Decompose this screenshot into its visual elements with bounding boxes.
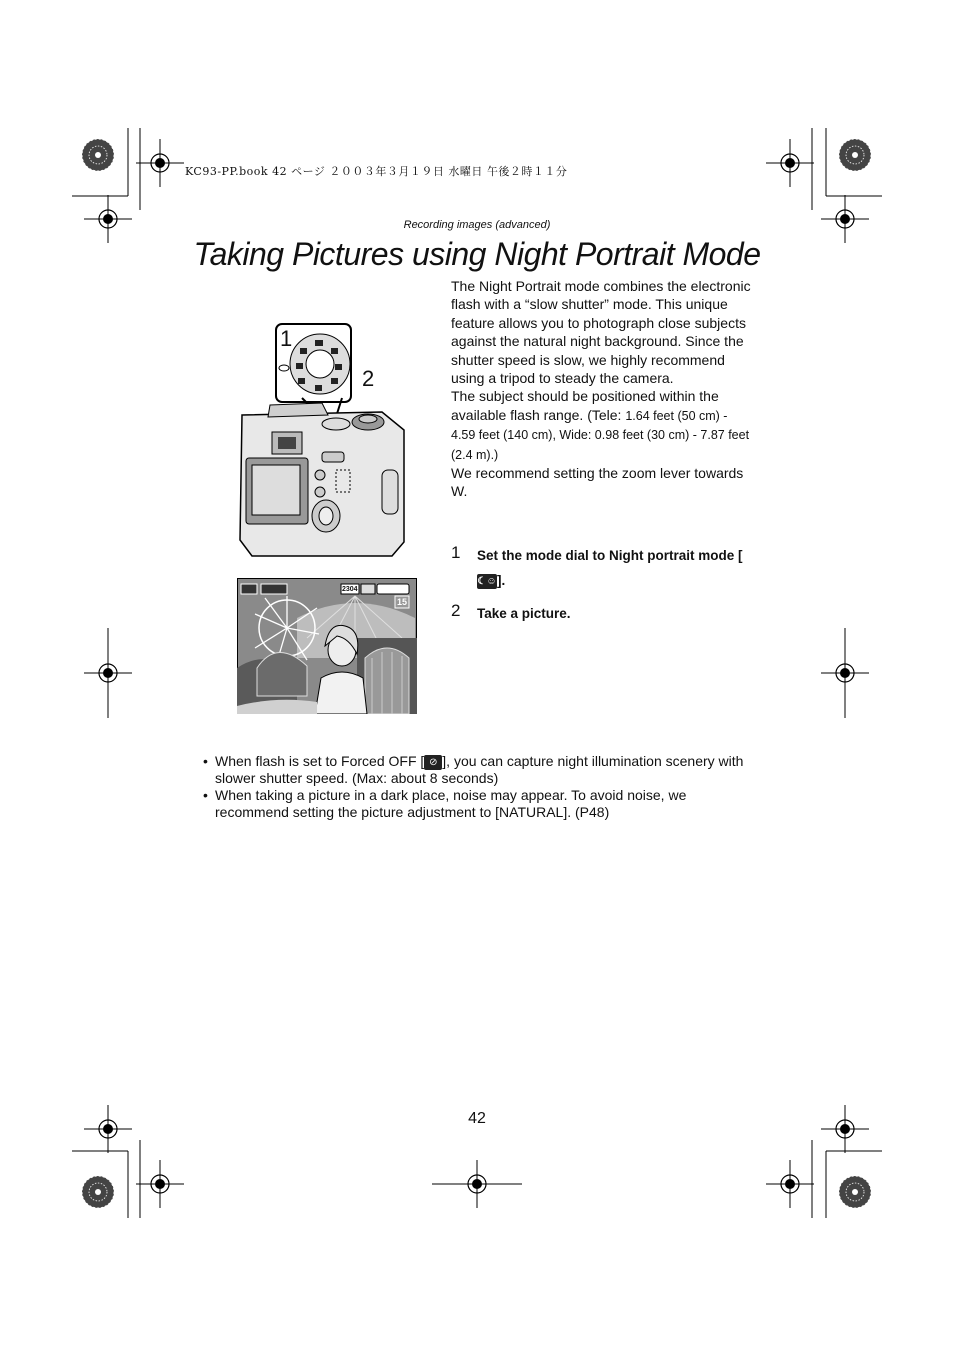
note-item: [203, 753, 763, 786]
bullet: •: [203, 787, 208, 804]
step-2-text: Take a picture.: [477, 606, 571, 621]
flash-range-lead: The subject should be positioned within the available flash range. (Tele:: [451, 388, 719, 423]
callout-1: 1: [280, 326, 293, 351]
step-1: [451, 543, 751, 593]
callout-2: 2: [362, 366, 375, 391]
intro-paragraph-2: [451, 387, 751, 464]
note-2-text: When taking a picture in a dark place, noise may appear. To avoid noise, we recommend setting the picture adjustment to [NATURAL]. (P48): [215, 787, 687, 820]
note-item: [203, 787, 763, 820]
step-2: [451, 601, 751, 626]
intro-text: [451, 277, 751, 501]
note-1-text-end: ], you can capture night illumination scenery with slower shutter speed. (Max: about 8 seconds): [215, 753, 744, 786]
page-number: 42: [468, 1110, 486, 1127]
lcd-resolution: 2304: [342, 586, 358, 593]
step-1-text: Set the mode dial to Night portrait mode [: [477, 548, 743, 563]
steps-list: [451, 543, 751, 634]
print-header: KC93-PP.book 42 ページ ２００３年３月１９日 水曜日 午後２時１１分: [185, 165, 568, 178]
section-label: Recording images (advanced): [403, 219, 551, 231]
camera-illustration: [232, 320, 412, 562]
intro-paragraph-3: We recommend setting the zoom lever towards W.: [451, 465, 744, 500]
step-1-text-end: ].: [497, 573, 506, 588]
flash-off-icon: ⊘: [424, 755, 442, 770]
step-number: 2: [451, 601, 461, 620]
lcd-shot-count: 15: [397, 597, 408, 607]
lcd-screen-illustration: [237, 578, 417, 714]
intro-paragraph-1: The Night Portrait mode combines the electronic flash with a “slow shutter” mode. This unique feature allows you to photograph close subjects against the natural night background. Since the shutter speed is slow, we highly recommend using a tripod to steady the camera.: [451, 278, 751, 387]
flash-range-values: 1.64 feet (50 cm) - 4.59 feet (140 cm), Wide: 0.98 feet (30 cm) - 7.87 feet (2.4 m).): [451, 408, 750, 462]
page-title: Taking Pictures using Night Portrait Mode: [193, 236, 761, 272]
bullet: •: [203, 753, 208, 769]
note-1-text: When flash is set to Forced OFF [: [215, 753, 425, 769]
night-portrait-icon: ☾☺: [477, 575, 497, 587]
notes-list: [203, 753, 763, 821]
step-number: 1: [451, 543, 461, 562]
